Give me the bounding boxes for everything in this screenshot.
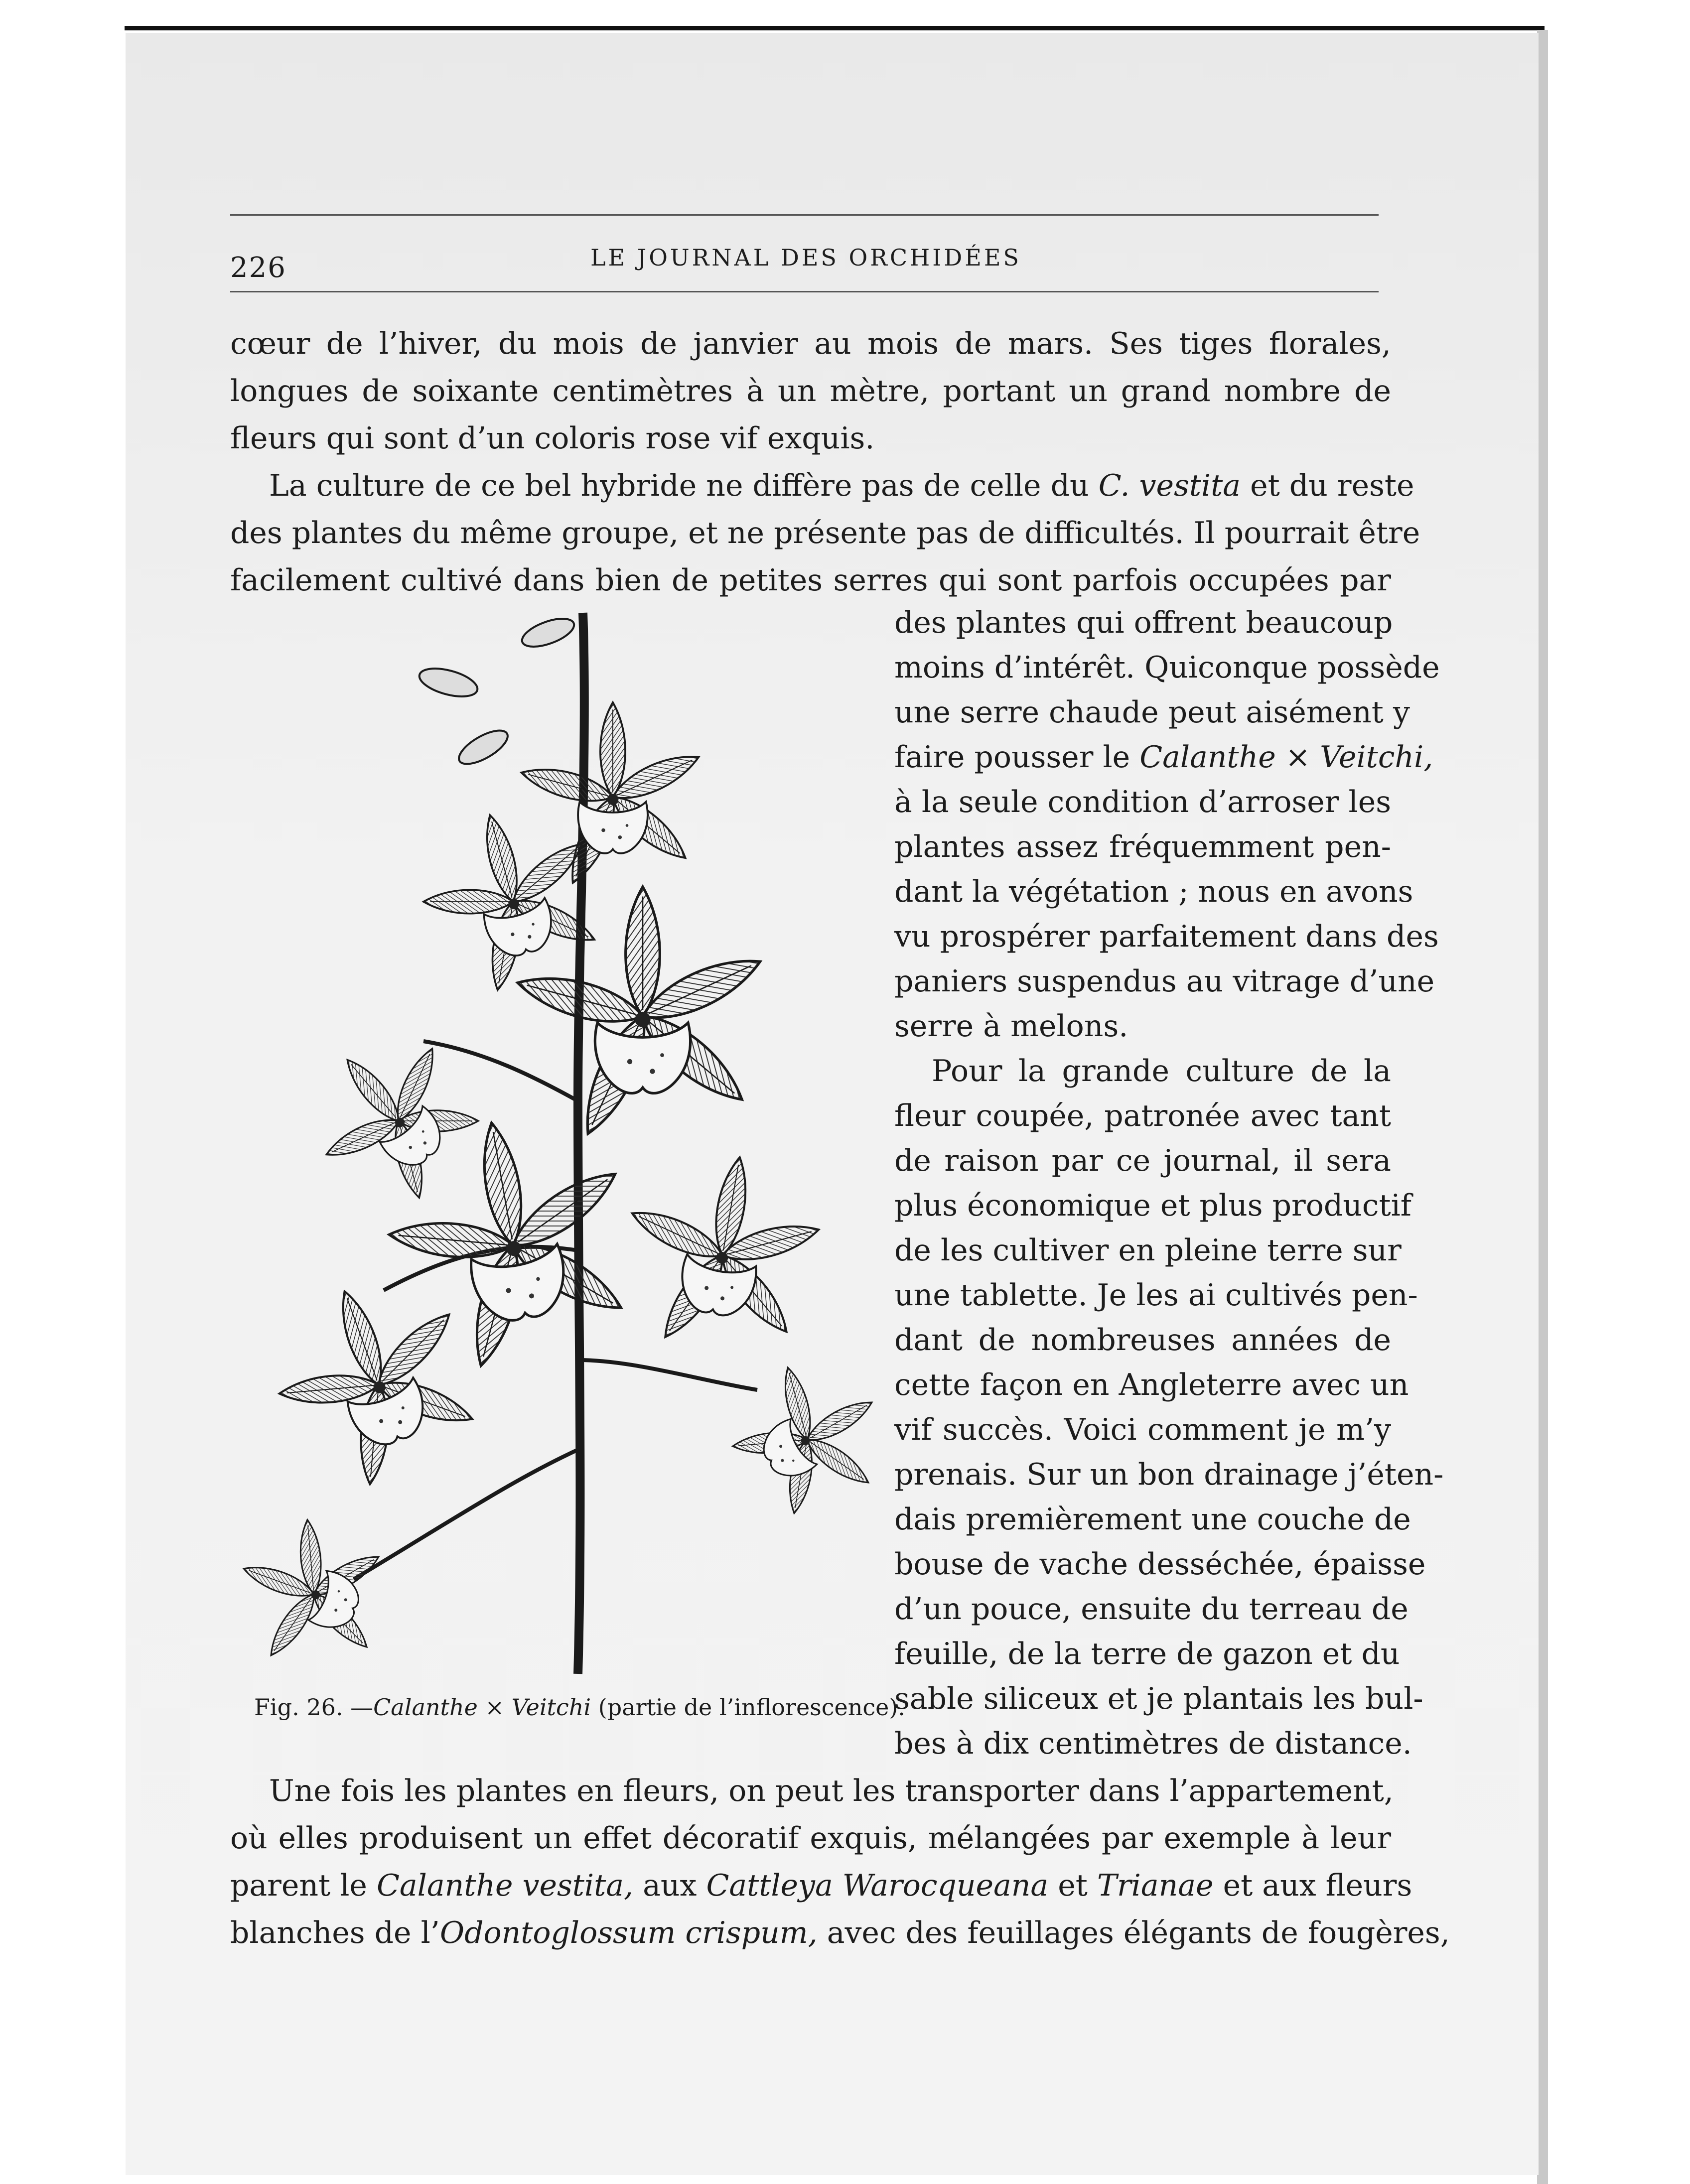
right-col-line: de les cultiver en pleine terre sur [894, 1233, 1402, 1268]
body-line: parent le Calanthe vestita, aux Cattleya Warocqueana et Trianae et aux fleurs [230, 1868, 1412, 1903]
right-col-line: fleur coupée, patronée avec tant [894, 1098, 1391, 1133]
right-col-line: bouse de vache desséchée, épaisse [894, 1547, 1426, 1582]
body-line: blanches de l’Odontoglossum crispum, avec des feuillages élégants de fougères, [230, 1915, 1450, 1950]
body-line: fleurs qui sont d’un coloris rose vif exquis. [230, 421, 875, 456]
right-col-line: une tablette. Je les ai cultivés pen- [894, 1278, 1418, 1313]
right-col-line: plus économique et plus productif [894, 1188, 1411, 1223]
body-line: La culture de ce bel hybride ne diffère pas de celle du C. vestita et du reste [269, 468, 1414, 503]
body-line: cœur de l’hiver, du mois de janvier au mois de mars. Ses tiges florales, [230, 326, 1391, 361]
right-col-line: une serre chaude peut aisément y [894, 695, 1410, 730]
body-line: longues de soixante centimètres à un mètre, portant un grand nombre de [230, 374, 1391, 409]
right-col-line: sable siliceux et je plantais les bul- [894, 1681, 1423, 1716]
right-col-line: serre à melons. [894, 1009, 1128, 1044]
body-line: facilement cultivé dans bien de petites serres qui sont parfois occupées par [230, 563, 1391, 598]
right-col-line: dais premièrement une couche de [894, 1502, 1411, 1537]
right-col-line: moins d’intérêt. Quiconque possède [894, 650, 1440, 685]
running-title: LE JOURNAL DES ORCHIDÉES [590, 244, 1021, 271]
right-col-line: dant la végétation ; nous en avons [894, 874, 1413, 909]
scan-edge-strip [1537, 30, 1548, 2184]
right-col-line: faire pousser le Calanthe × Veitchi, [894, 740, 1433, 775]
orchid-illustration [234, 603, 877, 1679]
right-col-line: Pour la grande culture de la [932, 1054, 1391, 1089]
right-col-line: feuille, de la terre de gazon et du [894, 1637, 1400, 1671]
right-col-line: plantes assez fréquemment pen- [894, 829, 1391, 864]
body-line: où elles produisent un effet décoratif exquis, mélangées par exemple à leur [230, 1821, 1391, 1856]
body-line: des plantes du même groupe, et ne présente pas de difficultés. Il pourrait être [230, 516, 1420, 550]
header-rule-bottom [230, 291, 1379, 292]
right-col-line: vu prospérer parfaitement dans des [894, 919, 1439, 954]
right-col-line: paniers suspendus au vitrage d’une [894, 964, 1435, 999]
page-number: 226 [230, 252, 286, 284]
right-col-line: à la seule condition d’arroser les [894, 785, 1391, 819]
figure-caption: Fig. 26. —Calanthe × Veitchi (partie de l’inflorescence). [254, 1694, 905, 1721]
header-rule-top [230, 214, 1379, 216]
body-line: Une fois les plantes en fleurs, on peut les transporter dans l’appartement, [269, 1774, 1394, 1808]
right-col-line: d’un pouce, ensuite du terreau de [894, 1592, 1408, 1627]
right-col-line: de raison par ce journal, il sera [894, 1143, 1391, 1178]
right-col-line: cette façon en Angleterre avec un [894, 1367, 1409, 1402]
scan-edge-bar [125, 26, 1545, 30]
right-col-line: prenais. Sur un bon drainage j’éten- [894, 1457, 1444, 1492]
right-col-line: dant de nombreuses années de [894, 1323, 1391, 1358]
right-col-line: des plantes qui offrent beaucoup [894, 605, 1393, 640]
right-col-line: vif succès. Voici comment je m’y [894, 1412, 1391, 1447]
right-col-line: bes à dix centimètres de distance. [894, 1726, 1412, 1761]
